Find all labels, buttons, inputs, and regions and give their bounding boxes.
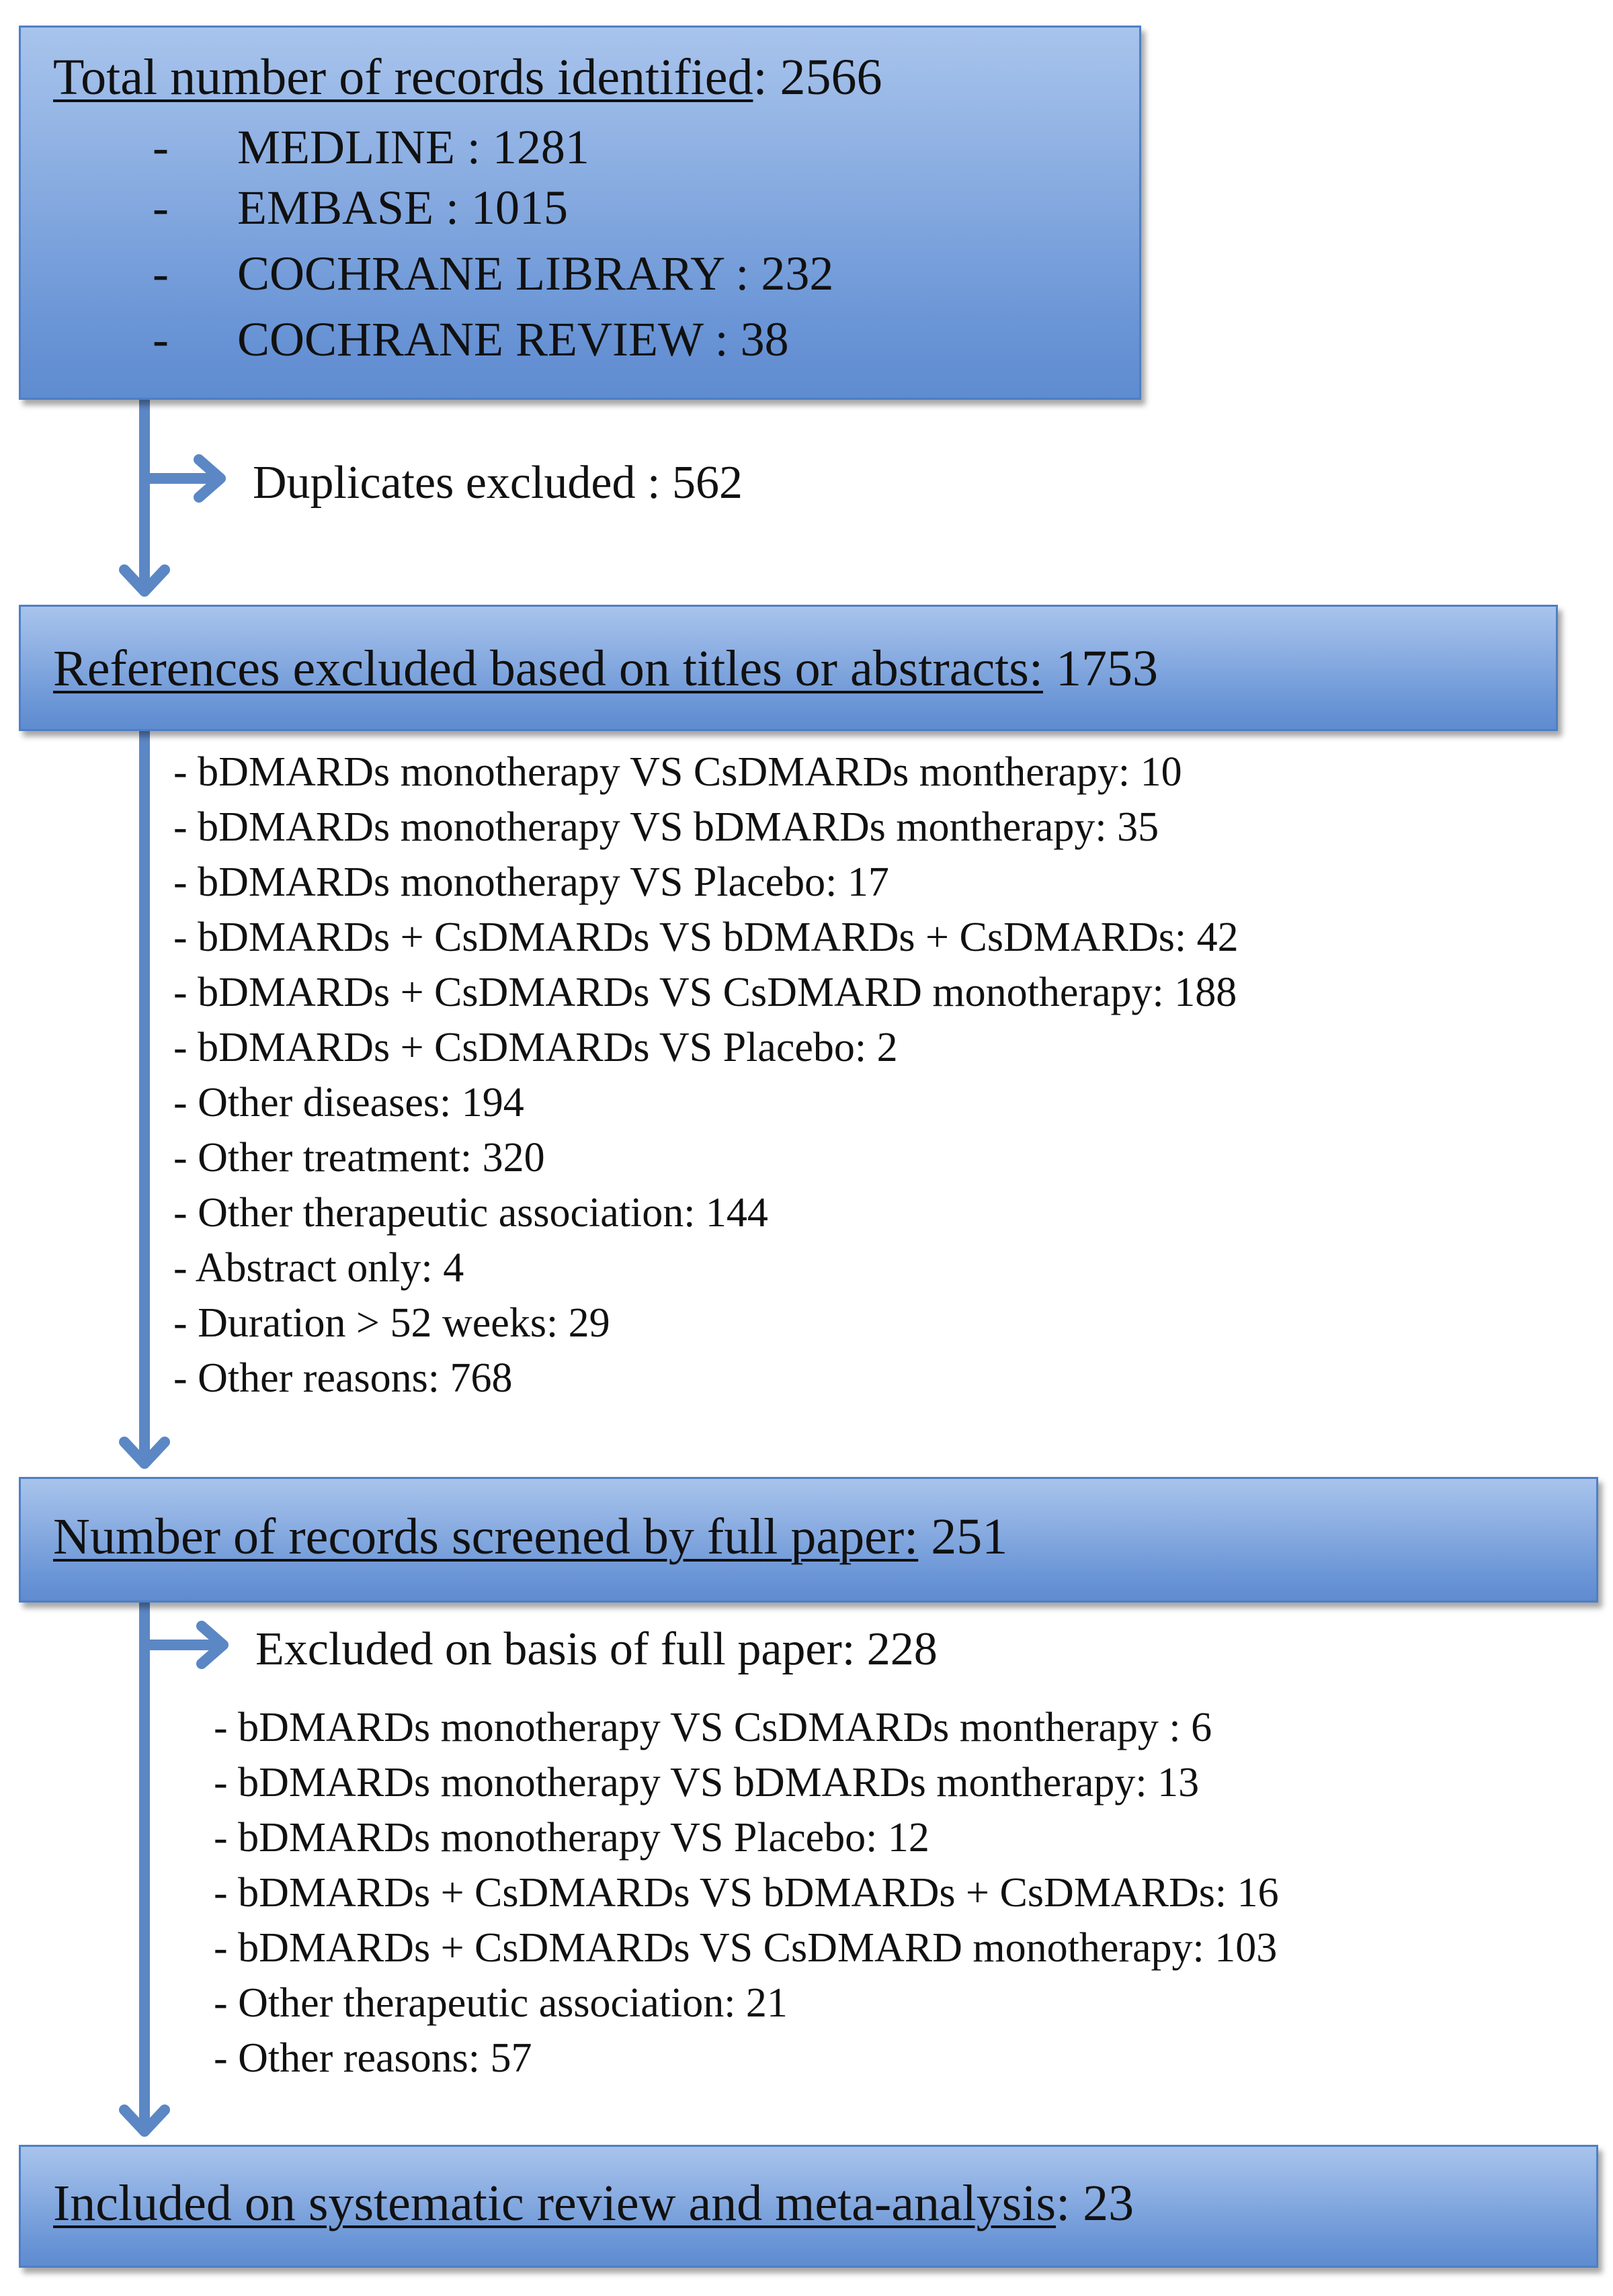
database-cochrane-library: COCHRANE LIBRARY : 232 <box>237 247 834 300</box>
included-heading <box>53 2175 1134 2231</box>
records-identified-label: Total number of records identified <box>53 49 753 105</box>
list-item: - bDMARDs monotherapy VS CsDMARDs montherapy : 6 <box>214 1705 1212 1750</box>
list-item: - Other therapeutic association: 144 <box>173 1190 768 1236</box>
included-box <box>19 2145 1598 2268</box>
list-item: - Other treatment: 320 <box>173 1135 545 1181</box>
list-item: - bDMARDs + CsDMARDs VS Placebo: 2 <box>173 1025 898 1070</box>
list-item: - bDMARDs monotherapy VS Placebo: 12 <box>214 1815 929 1861</box>
list-item: - Other reasons: 57 <box>214 2035 532 2081</box>
database-dash: - <box>153 181 169 235</box>
list-item: - bDMARDs + CsDMARDs VS CsDMARD monotherapy: 103 <box>214 1925 1278 1971</box>
database-dash: - <box>153 247 169 300</box>
full-paper-screened-label: Number of records screened by full paper: <box>53 1508 919 1565</box>
full-paper-screened-value: 251 <box>918 1508 1008 1565</box>
list-item: - bDMARDs + CsDMARDs VS CsDMARD monotherapy: 188 <box>173 970 1237 1015</box>
list-item: - Abstract only: 4 <box>173 1245 464 1291</box>
included-label: Included on systematic review and meta-analysis <box>53 2175 1057 2231</box>
list-item: - bDMARDs monotherapy VS bDMARDs montherapy: 13 <box>214 1760 1200 1805</box>
full-paper-screened-heading <box>53 1508 1008 1565</box>
records-identified-value: : 2566 <box>753 49 882 105</box>
full-paper-excluded-label: Excluded on basis of full paper: 228 <box>255 1623 938 1675</box>
list-item: - bDMARDs monotherapy VS Placebo: 17 <box>173 859 889 905</box>
list-item: - Other therapeutic association: 21 <box>214 1980 788 2026</box>
list-item: - Other diseases: 194 <box>173 1080 524 1125</box>
database-embase: EMBASE : 1015 <box>237 181 569 235</box>
list-item: - bDMARDs monotherapy VS CsDMARDs montherapy: 10 <box>173 749 1182 795</box>
list-item: - bDMARDs + CsDMARDs VS bDMARDs + CsDMARDs: 42 <box>173 915 1239 960</box>
included-value: : 23 <box>1056 2175 1134 2231</box>
title-abstract-exclusion-label: References excluded based on titles or abstracts: <box>53 640 1043 697</box>
title-abstract-exclusion-value: 1753 <box>1042 640 1158 697</box>
title-abstract-exclusion-reasons <box>173 745 1239 1406</box>
database-dash: - <box>153 312 169 366</box>
database-dash: - <box>153 120 169 174</box>
title-abstract-exclusion-heading <box>53 640 1158 697</box>
records-identified-heading <box>53 49 882 105</box>
list-item: - Duration > 52 weeks: 29 <box>173 1300 610 1346</box>
list-item: - bDMARDs monotherapy VS bDMARDs montherapy: 35 <box>173 804 1159 850</box>
full-paper-exclusion-reasons <box>214 1700 1279 2086</box>
duplicates-excluded-label: Duplicates excluded : 562 <box>253 457 743 509</box>
title-abstract-exclusion-box <box>19 605 1558 731</box>
full-paper-screened-box <box>19 1477 1598 1603</box>
list-item: - Other reasons: 768 <box>173 1355 513 1401</box>
database-cochrane-review: COCHRANE REVIEW : 38 <box>237 312 789 366</box>
records-identified-box <box>19 26 1141 400</box>
database-medline: MEDLINE : 1281 <box>237 120 589 174</box>
list-item: - bDMARDs + CsDMARDs VS bDMARDs + CsDMARDs: 16 <box>214 1870 1279 1916</box>
